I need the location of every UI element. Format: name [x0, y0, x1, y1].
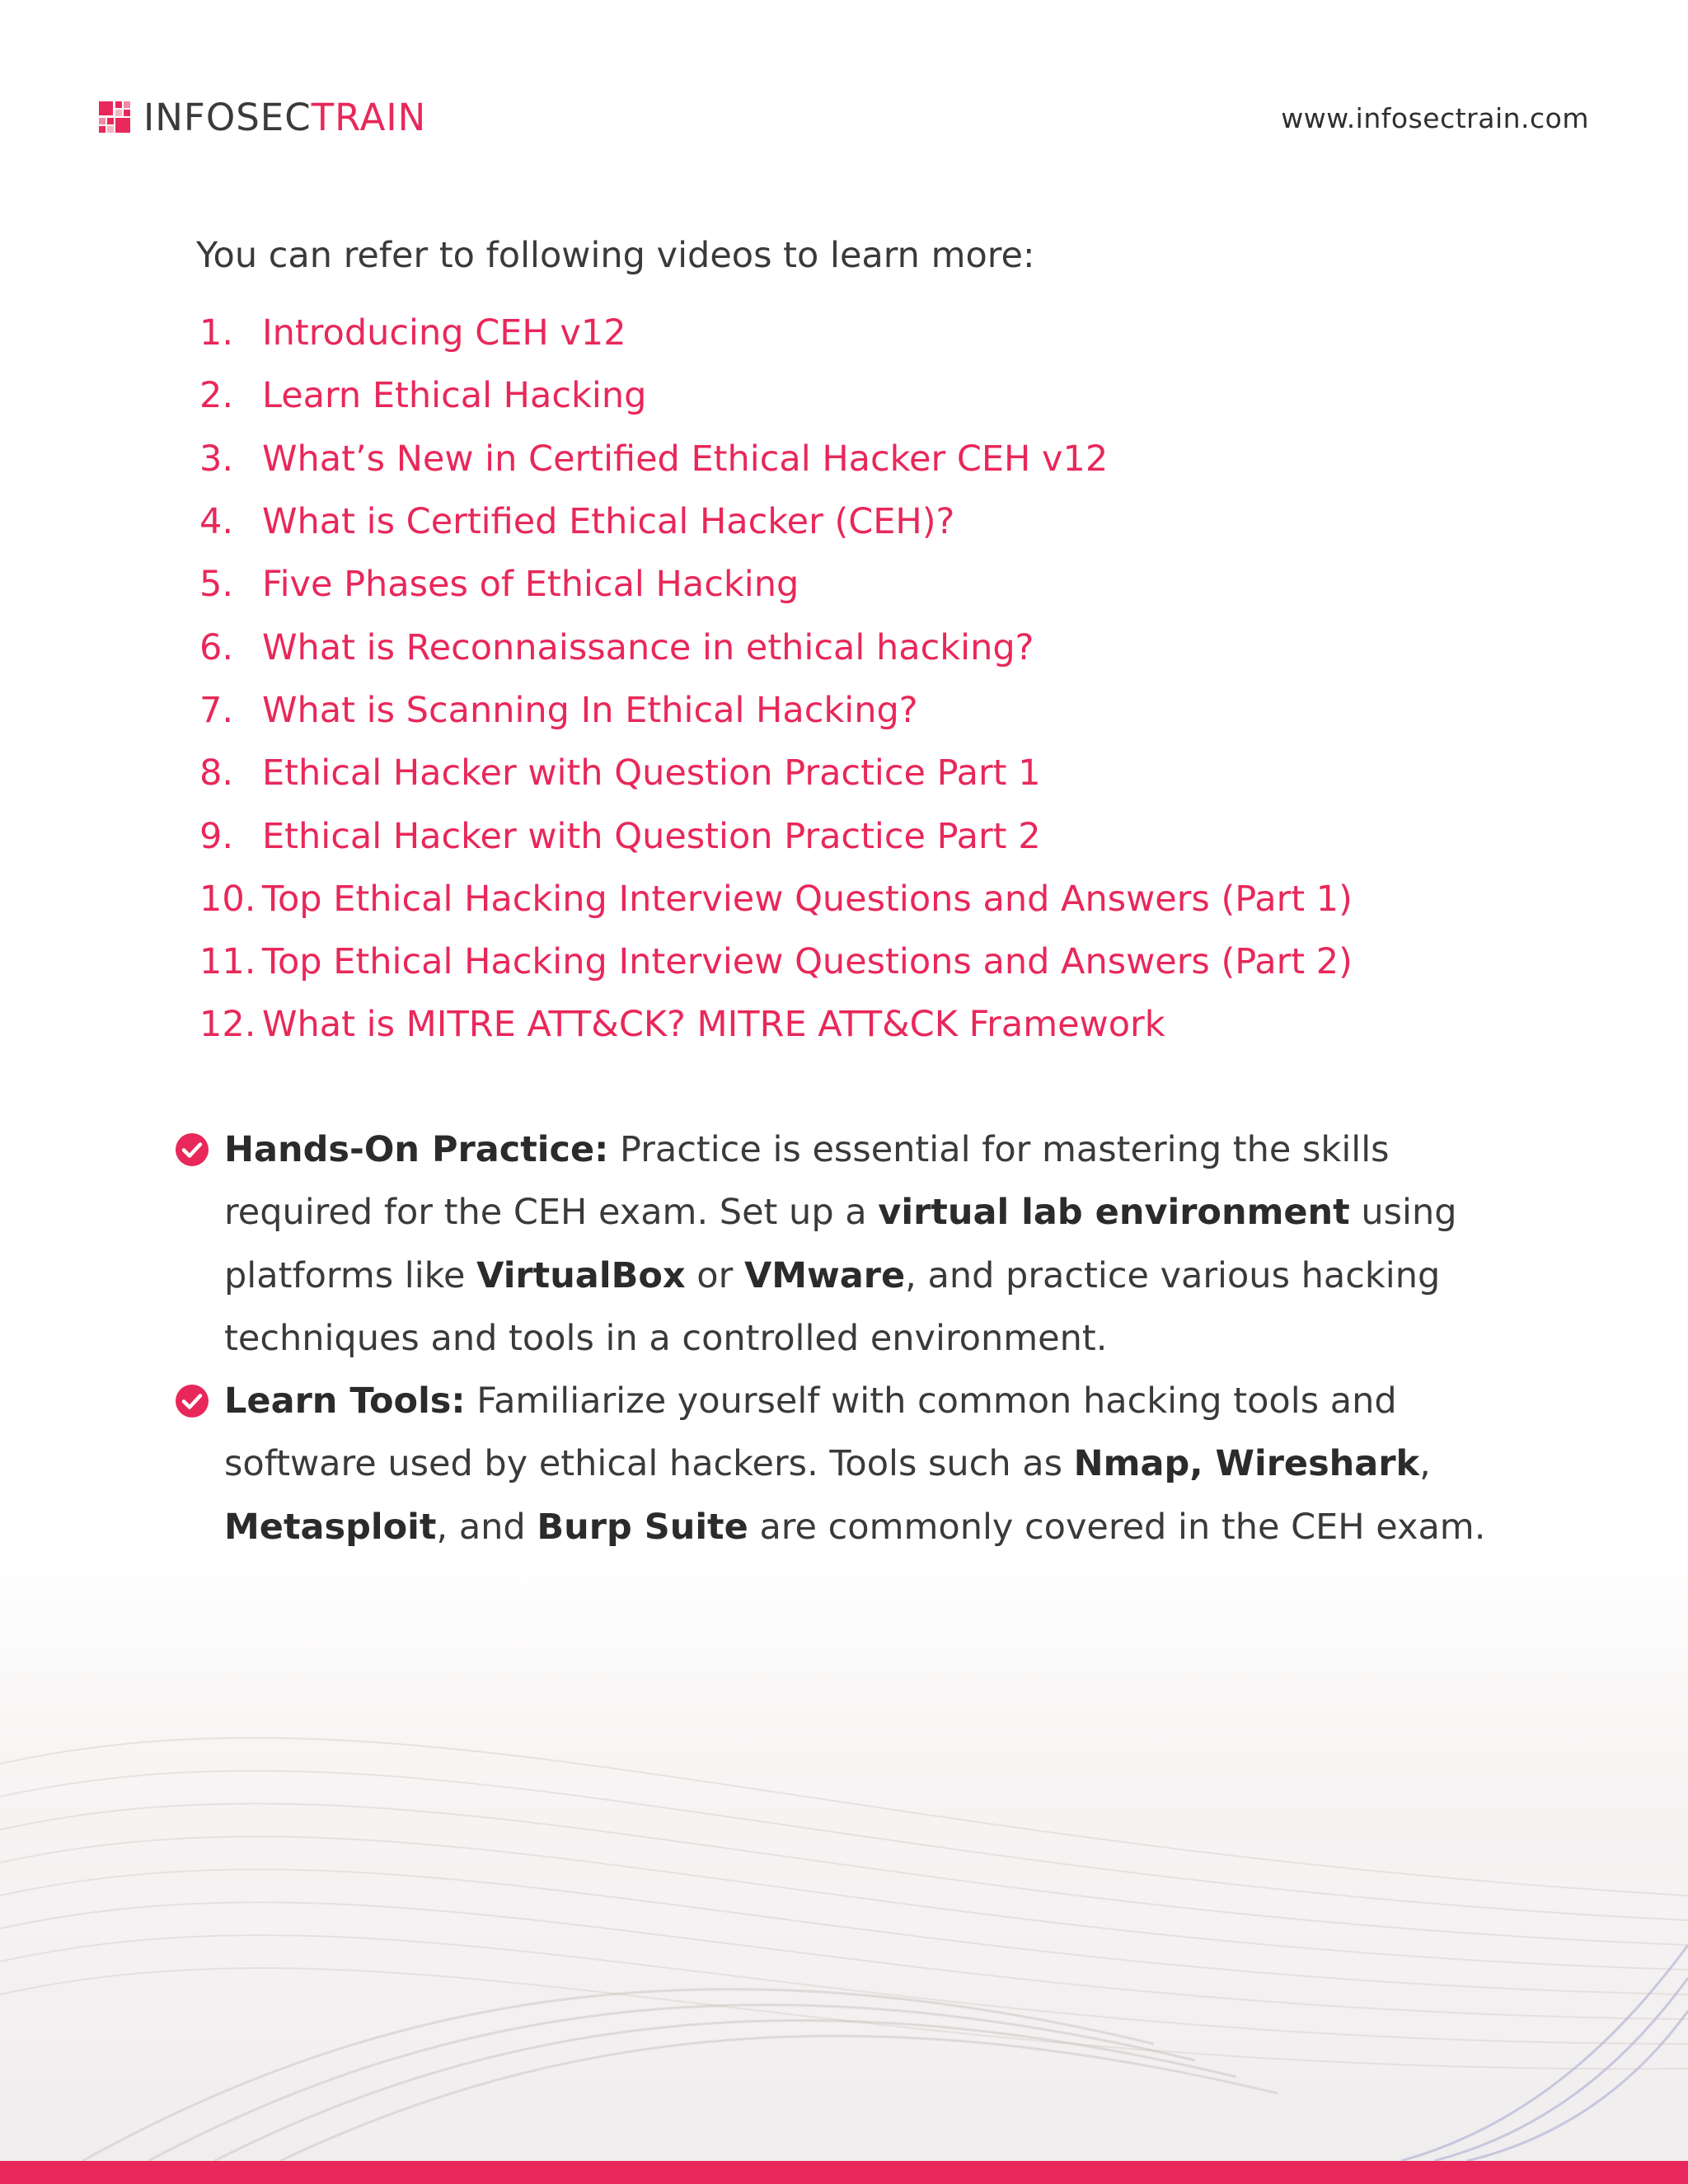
- video-list-item: [199, 868, 1353, 930]
- tip-heading: Learn Tools:: [224, 1380, 466, 1422]
- page-header: [0, 0, 1688, 165]
- check-circle-icon: [175, 1384, 209, 1418]
- video-link[interactable]: Introducing CEH v12: [262, 312, 626, 354]
- video-number: 3.: [199, 438, 234, 480]
- video-number: 12.: [199, 1004, 256, 1046]
- video-list-item: [199, 302, 1353, 364]
- video-list: [199, 302, 1353, 1057]
- video-list-item: [199, 490, 1353, 553]
- video-number: 6.: [199, 626, 234, 668]
- video-link[interactable]: What is Certified Ethical Hacker (CEH)?: [262, 501, 955, 543]
- video-list-item: [199, 679, 1353, 742]
- infosectrain-grid-logo-icon: [99, 101, 132, 134]
- brand-logo[interactable]: [99, 96, 427, 139]
- tip-emphasis: VMware: [743, 1254, 906, 1296]
- tip-emphasis: Burp Suite: [537, 1506, 748, 1548]
- tip-text: are commonly covered in the CEH exam.: [748, 1506, 1486, 1548]
- video-link[interactable]: Ethical Hacker with Question Practice Part 2: [262, 815, 1041, 857]
- video-number: 9.: [199, 815, 234, 857]
- video-number: 2.: [199, 375, 234, 417]
- tip-emphasis: virtual lab environment: [878, 1192, 1350, 1234]
- tip-text: using platforms like: [224, 1192, 1457, 1296]
- video-list-item: [199, 993, 1353, 1056]
- footer-accent-bar: [0, 2161, 1688, 2184]
- brand-name: [143, 96, 427, 139]
- video-number: 5.: [199, 564, 234, 606]
- tip-text: Practice is essential for mastering the skills required for the CEH exam. Set up a: [224, 1129, 1390, 1234]
- video-number: 11.: [199, 941, 256, 983]
- video-list-item: [199, 742, 1353, 804]
- video-number: 8.: [199, 752, 234, 794]
- video-list-item: [199, 616, 1353, 678]
- video-link[interactable]: Top Ethical Hacking Interview Questions and Answers (Part 2): [262, 941, 1353, 983]
- tip-emphasis: Nmap, Wireshark: [1073, 1443, 1420, 1485]
- tip-text: or: [685, 1254, 744, 1296]
- video-link[interactable]: What is Scanning In Ethical Hacking?: [262, 689, 918, 731]
- brand-name-part2: TRAIN: [311, 96, 427, 139]
- video-link[interactable]: Top Ethical Hacking Interview Questions and Answers (Part 1): [262, 878, 1353, 920]
- video-list-item: [199, 553, 1353, 616]
- video-list-item: [199, 930, 1353, 993]
- tip-emphasis: Metasploit: [224, 1506, 437, 1548]
- tip-text: , and: [436, 1506, 537, 1548]
- video-list-item: [199, 428, 1353, 490]
- video-link[interactable]: What’s New in Certified Ethical Hacker CEH v12: [262, 438, 1109, 480]
- video-number: 10.: [199, 878, 256, 920]
- video-list-item: [199, 804, 1353, 867]
- video-number: 4.: [199, 501, 234, 543]
- video-link[interactable]: Ethical Hacker with Question Practice Part 1: [262, 752, 1041, 794]
- video-link[interactable]: What is MITRE ATT&CK? MITRE ATT&CK Framework: [262, 1004, 1165, 1046]
- tip-learn-tools: [175, 1370, 1535, 1558]
- tip-heading: Hands-On Practice:: [224, 1129, 609, 1170]
- tip-text: , and practice various hacking techniques and tools in a controlled environment.: [224, 1254, 1441, 1359]
- tip-text: ,: [1419, 1443, 1431, 1485]
- tip-hands-on-practice: [175, 1118, 1535, 1370]
- intro-text: You can refer to following videos to learn more:: [196, 235, 1035, 276]
- check-circle-icon: [175, 1132, 209, 1167]
- video-link[interactable]: What is Reconnaissance in ethical hacking?: [262, 626, 1034, 668]
- tip-text: Familiarize yourself with common hacking tools and software used by ethical hackers. Tools such as: [224, 1380, 1397, 1485]
- brand-name-part1: INFOSEC: [143, 96, 312, 139]
- video-list-item: [199, 364, 1353, 427]
- video-number: 1.: [199, 312, 234, 354]
- tip-emphasis: VirtualBox: [476, 1254, 686, 1296]
- video-link[interactable]: Five Phases of Ethical Hacking: [262, 564, 799, 606]
- video-number: 7.: [199, 689, 234, 731]
- tips-section: [175, 1118, 1535, 1558]
- site-url[interactable]: www.infosectrain.com: [1281, 102, 1589, 134]
- background-waves: [0, 1549, 1688, 2161]
- video-link[interactable]: Learn Ethical Hacking: [262, 375, 647, 417]
